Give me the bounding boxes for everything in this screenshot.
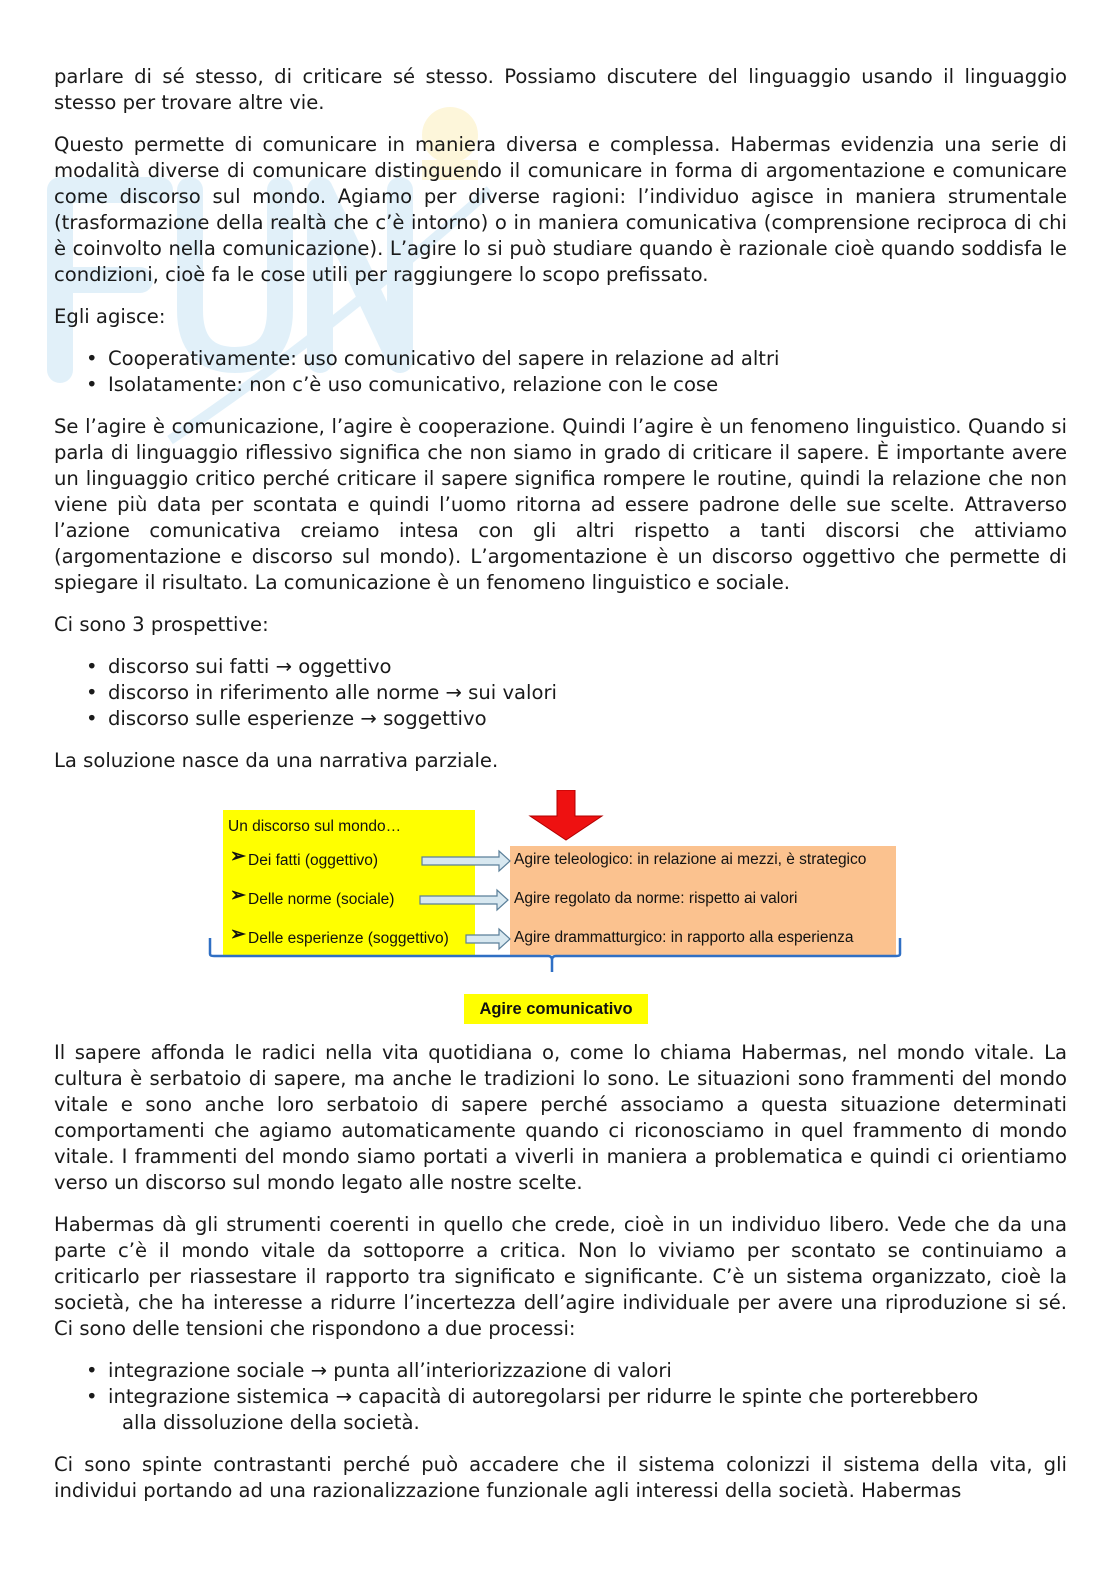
bullet-icon: •: [86, 1359, 98, 1382]
bullet-icon: •: [86, 655, 98, 678]
bullet-icon: •: [86, 1385, 98, 1408]
diagram-result-label: Agire comunicativo: [464, 994, 648, 1024]
bullet-icon: •: [86, 681, 98, 704]
paragraph-4: Se l’agire è comunicazione, l’agire è cooperazione. Quindi l’agire è un fenomeno linguistico. Quando si parla di linguaggio riflessivo significa che non siamo in grado di criticare il sapere. È importante avere un linguaggio critico perché criticare il sapere significa rompere le routine, quindi la relazione che non viene più data per scontata e quindi l’uomo ritorna ad essere padrone delle sue scelte. Attraverso l’azione comunicativa creiamo intesa con gli altri rispetto a tanti discorsi che attiviamo (argomentazione e discorso sul mondo). L’argomentazione è un discorso oggettivo che permette di spiegare il risultato. La comunicazione è un fenomeno linguistico e sociale.: [54, 415, 1067, 594]
paragraph-2: Questo permette di comunicare in maniera diversa e complessa. Habermas evidenzia una serie di modalità diverse di comunicare distinguendo il comunicare in forma di argomentazione e comunicare come discorso sul mondo. Agiamo per diverse ragioni: l’individuo agisce in maniera strumentale (trasformazione della realtà che c’è intorno) o in maniera comunicativa (comprensione reciproca di chi è coinvolto nella comunicazione). L’agire lo si può studiare quando è razionale cioè quando soddisfa le condizioni, cioè fa le cose utili per raggiungere lo scopo prefissato.: [54, 133, 1067, 286]
chevron-arrow-icon: ➢: [230, 846, 246, 867]
chevron-arrow-icon: ➢: [230, 885, 246, 906]
bullet-icon: •: [86, 347, 98, 370]
document-page: [54, 64, 1067, 1520]
list-item: • Cooperativamente: uso comunicativo del sapere in relazione ad altri: [86, 347, 780, 370]
diagram-left-item: Dei fatti (oggettivo): [248, 852, 379, 869]
list-processi: [54, 1358, 1067, 1436]
paragraph-1: parlare di sé stesso, di criticare sé stesso. Possiamo discutere del linguaggio usando il linguaggio stesso per trovare altre vie.: [54, 65, 1067, 114]
diagram-right-item: Agire teleologico: in relazione ai mezzi, è strategico: [514, 851, 867, 868]
diagram-shapes: [54, 790, 1067, 1026]
list-agisce: [54, 346, 1067, 398]
list-prospettive: [54, 654, 1067, 732]
arrow-right-icon: [422, 851, 510, 871]
paragraph-3: Egli agisce:: [54, 305, 166, 328]
list-item: • integrazione sistemica → capacità di autoregolarsi per ridurre le spinte che porterebbero alla dissoluzione della società.: [86, 1385, 979, 1434]
diagram-right-item: Agire regolato da norme: rispetto ai valori: [514, 890, 798, 907]
list-item: • Isolatamente: non c’è uso comunicativo, relazione con le cose: [86, 373, 719, 396]
list-item: • discorso sulle esperienze → soggettivo: [86, 707, 487, 730]
diagram-right-item: Agire drammatturgico: in rapporto alla esperienza: [514, 929, 854, 946]
chevron-arrow-icon: ➢: [230, 924, 246, 945]
diagram-left-item: Delle esperienze (soggettivo): [248, 930, 449, 947]
list-item: • discorso sui fatti → oggettivo: [86, 655, 392, 678]
communicative-action-diagram: [54, 790, 1067, 1026]
arrow-right-icon: [466, 929, 510, 949]
paragraph-6: La soluzione nasce da una narrativa parziale.: [54, 749, 499, 772]
arrow-right-icon: [420, 890, 508, 910]
bullet-icon: •: [86, 373, 98, 396]
paragraph-9: Ci sono spinte contrastanti perché può accadere che il sistema colonizzi il sistema della vita, gli individui portando ad una razionalizzazione funzionale agli interessi della società. Habermas: [54, 1453, 1067, 1502]
paragraph-8: Habermas dà gli strumenti coerenti in quello che crede, cioè in un individuo libero. Vede che da una parte c’è il mondo vitale da sottoporre a critica. Non lo viviamo per scontato se continuiamo a criticarlo per riassestare il rapporto tra significato e significante. C’è un sistema organizzato, cioè la società, che ha interesse a ridurre l’incertezza dell’agire individuale per avere una riproduzione si sé. Ci sono delle tensioni che rispondono a due processi:: [54, 1213, 1067, 1340]
diagram-left-item: Delle norme (sociale): [248, 891, 395, 908]
paragraph-5: Ci sono 3 prospettive:: [54, 613, 269, 636]
list-item: • discorso in riferimento alle norme → sui valori: [86, 681, 557, 704]
paragraph-7: Il sapere affonda le radici nella vita quotidiana o, come lo chiama Habermas, nel mondo vitale. La cultura è serbatoio di sapere, ma anche le tradizioni lo sono. Le situazioni sono frammenti del mondo vitale e sono anche loro serbatoio di sapere perché associamo a questa situazione determinati comportamenti che agiamo automaticamente quando ci riconosciamo in quel frammento di mondo vitale. I frammenti del mondo siamo portati a viverli in maniera a problematica e quindi ci orientiamo verso un discorso sul mondo legato alle nostre scelte.: [54, 1041, 1067, 1194]
diagram-header: Un discorso sul mondo…: [228, 818, 402, 835]
down-arrow-icon: [530, 790, 602, 840]
list-item: • integrazione sociale → punta all’interiorizzazione di valori: [86, 1359, 672, 1382]
bullet-icon: •: [86, 707, 98, 730]
